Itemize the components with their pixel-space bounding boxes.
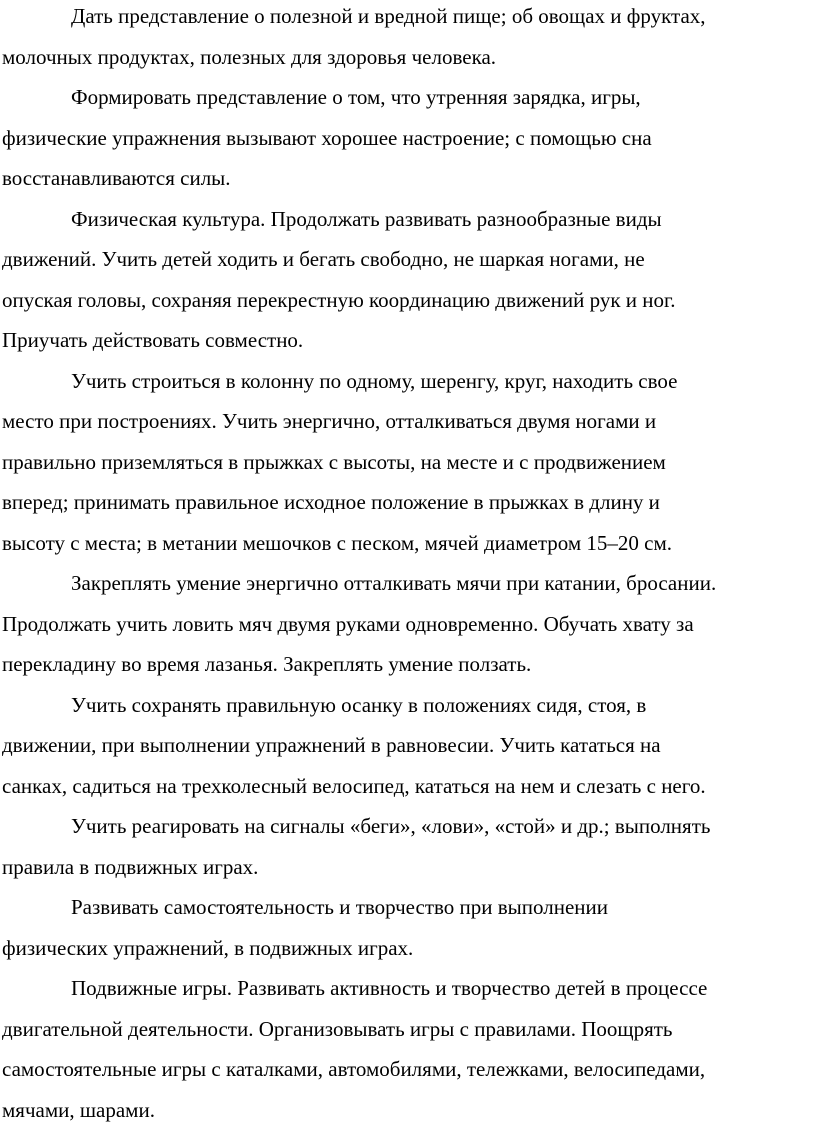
text-line: физические упражнения вызывают хорошее настроение; с помощью сна: [2, 125, 652, 150]
paragraph-morning-exercise: [2, 77, 800, 199]
text-line: восстанавливаются силы.: [2, 166, 231, 190]
text-line: Учить сохранять правильную осанку в положениях сидя, стоя, в: [71, 692, 647, 717]
paragraph-physical-culture: [2, 199, 800, 361]
paragraph-formation-jumping: [2, 361, 800, 564]
text-line: перекладину во время лазанья. Закреплять умение ползать.: [2, 652, 532, 676]
text-line: правила в подвижных играх.: [2, 854, 259, 879]
text-line: Дать представление о полезной и вредной пище; об овощах и фруктах,: [71, 4, 706, 28]
paragraph-healthy-food: [2, 0, 800, 77]
paragraph-independence: [2, 887, 800, 968]
text-line: Развивать самостоятельность и творчество при выполнении: [71, 895, 609, 919]
text-line: Формировать представление о том, что утренняя зарядка, игры,: [71, 85, 641, 109]
paragraph-outdoor-games: [2, 968, 800, 1130]
paragraph-signals: [2, 806, 800, 887]
text-line: молочных продуктах, полезных для здоровья человека.: [2, 44, 497, 69]
text-line: самостоятельные игры с каталками, автомобилями, тележками, велосипедами,: [2, 1057, 706, 1081]
paragraph-ball-skills: [2, 563, 800, 685]
text-line: физических упражнений, в подвижных играх.: [2, 935, 414, 960]
text-line: Учить реагировать на сигналы «беги», «лови», «стой» и др.; выполнять: [71, 814, 711, 838]
text-line: санках, садиться на трехколесный велосипед, кататься на нем и слезать с него.: [2, 773, 706, 798]
text-line: опуская головы, сохраняя перекрестную координацию движений рук и ног.: [2, 287, 676, 312]
text-line: движении, при выполнении упражнений в равновесии. Учить кататься на: [2, 733, 661, 757]
text-line: двигательной деятельности. Организовывать игры с правилами. Поощрять: [2, 1016, 673, 1041]
text-line: высоту с места; в метании мешочков с песком, мячей диаметром 15–20 см.: [2, 530, 673, 555]
text-line: мячами, шарами.: [2, 1097, 155, 1122]
text-line: правильно приземляться в прыжках с высоты, на месте и с продвижением: [2, 449, 666, 474]
text-line: движений. Учить детей ходить и бегать свободно, не шаркая ногами, не: [2, 247, 645, 271]
document-body: [2, 0, 800, 1130]
text-line: Продолжать учить ловить мяч двумя руками одновременно. Обучать хвату за: [2, 611, 694, 636]
text-line: Подвижные игры. Развивать активность и творчество детей в процессе: [71, 976, 708, 1000]
text-line: место при построениях. Учить энергично, отталкиваться двумя ногами и: [2, 409, 657, 433]
text-line: Физическая культура. Продолжать развивать разнообразные виды: [71, 206, 662, 231]
text-line: Приучать действовать совместно.: [2, 328, 304, 352]
text-line: Учить строиться в колонну по одному, шеренгу, круг, находить свое: [71, 368, 678, 393]
text-line: вперед; принимать правильное исходное положение в прыжках в длину и: [2, 490, 660, 514]
paragraph-posture-balance: [2, 685, 800, 807]
text-line: Закреплять умение энергично отталкивать мячи при катании, бросании.: [71, 571, 717, 595]
